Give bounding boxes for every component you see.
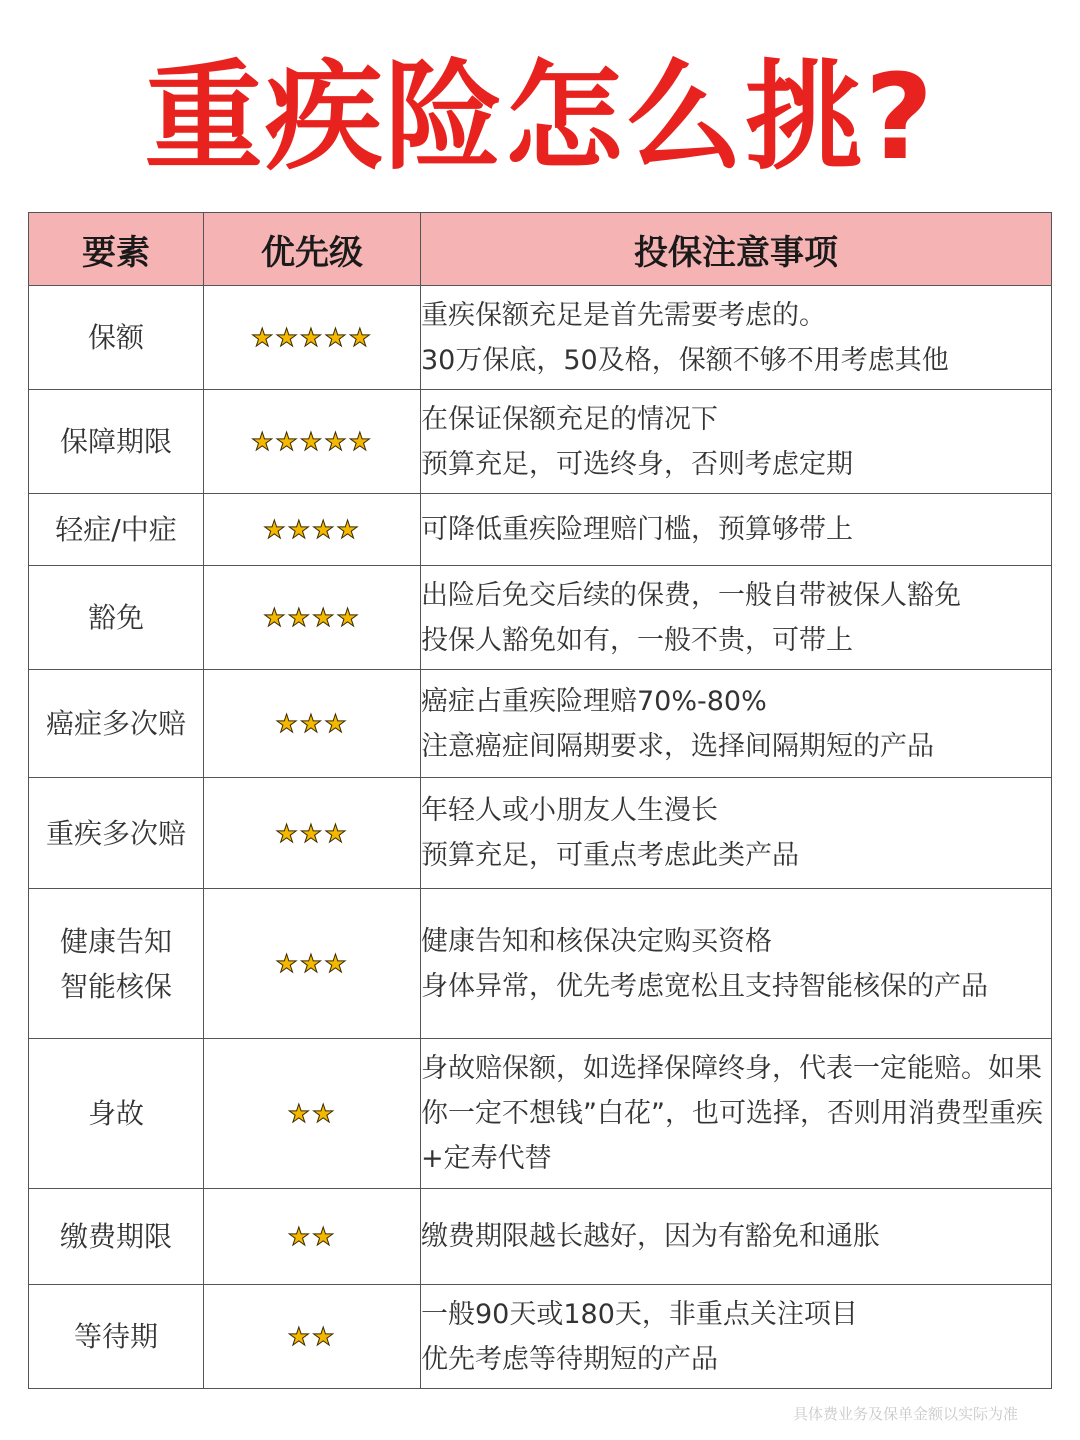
star-icon: ★	[250, 323, 276, 352]
factor-cell	[29, 670, 204, 778]
notes-cell	[421, 286, 1052, 390]
factor-label: 重疾多次赔	[45, 816, 186, 850]
table-body	[29, 286, 1052, 1389]
factor-label: 身故	[87, 1097, 144, 1130]
notes-cell	[421, 566, 1052, 670]
factor-cell	[29, 494, 204, 566]
factor-cell	[29, 286, 204, 390]
note-line: 癌症占重疾险理赔70%-80%	[421, 685, 767, 717]
star-icon: ★	[287, 1099, 312, 1128]
table-row	[29, 889, 1052, 1039]
star-icon: ★	[312, 1099, 337, 1128]
star-icon: ★	[275, 949, 300, 978]
header-priority: 优先级	[204, 213, 421, 286]
factor-cell	[29, 889, 204, 1039]
star-icon: ★	[275, 818, 300, 848]
table-row	[29, 566, 1052, 670]
header-notes: 投保注意事项	[421, 213, 1052, 286]
note-line: 年轻人或小朋友人生漫长	[421, 795, 718, 826]
note-line: 一般90天或180天，非重点关注项目	[421, 1298, 858, 1330]
priority-stars	[204, 778, 421, 889]
star-icon: ★	[324, 818, 349, 848]
table-row	[29, 778, 1052, 889]
note-line: 可降低重疾险理赔门槛，预算够带上	[421, 514, 853, 545]
table-row	[29, 1285, 1052, 1389]
note-line: 预算充足，可选终身，否则考虑定期	[421, 448, 853, 480]
star-icon: ★	[324, 323, 349, 352]
star-icon: ★	[299, 818, 325, 848]
notes-cell	[421, 1189, 1052, 1285]
note-line: 注意癌症间隔期要求，选择间隔期短的产品	[421, 730, 934, 762]
star-icon: ★	[287, 603, 312, 632]
factor-label: 保额	[87, 321, 144, 354]
note-line: 出险后免交后续的保费，一般自带被保人豁免	[421, 579, 961, 611]
factor-label: 保障期限	[59, 425, 172, 458]
notes-cell	[421, 778, 1052, 889]
table-row	[29, 1189, 1052, 1285]
star-icon: ★	[299, 949, 325, 978]
table-header-row	[29, 213, 1052, 286]
factor-label-line: 智能核保	[59, 969, 172, 1003]
notes-cell	[421, 1039, 1052, 1189]
factor-cell	[29, 390, 204, 494]
star-icon: ★	[324, 709, 349, 738]
note-line: 缴费期限越长越好，因为有豁免和通胀	[421, 1221, 880, 1252]
priority-stars	[204, 494, 421, 566]
comparison-table	[28, 212, 1052, 1389]
factor-cell	[29, 1039, 204, 1189]
factor-label-line: 健康告知	[59, 924, 172, 958]
star-icon: ★	[312, 1222, 337, 1251]
notes-cell	[421, 670, 1052, 778]
factor-label: 缴费期限	[59, 1220, 172, 1253]
factor-label: 等待期	[73, 1320, 158, 1353]
header-factor: 要素	[29, 213, 204, 286]
star-icon: ★	[287, 1322, 312, 1351]
star-icon: ★	[275, 709, 300, 738]
note-line: 预算充足，可重点考虑此类产品	[421, 840, 799, 871]
star-icon: ★	[348, 427, 374, 456]
factor-cell	[29, 566, 204, 670]
star-icon: ★	[287, 515, 312, 544]
star-icon: ★	[263, 515, 288, 544]
notes-cell	[421, 1285, 1052, 1389]
notes-cell	[421, 494, 1052, 566]
note-line: 身体异常，优先考虑宽松且支持智能核保的产品	[421, 970, 988, 1002]
factor-label: 豁免	[87, 601, 144, 634]
notes-cell	[421, 390, 1052, 494]
factor-cell	[29, 1189, 204, 1285]
star-icon: ★	[324, 427, 349, 456]
star-icon: ★	[299, 427, 325, 456]
note-line: 重疾保额充足是首先需要考虑的。	[421, 299, 826, 331]
star-icon: ★	[299, 323, 325, 352]
note-line: 在保证保额充足的情况下	[421, 403, 718, 435]
footnote: 具体费业务及保单金额以实际为准	[792, 1405, 1018, 1423]
star-icon: ★	[263, 603, 288, 632]
priority-stars	[204, 1189, 421, 1285]
star-icon: ★	[287, 1222, 312, 1251]
table-row	[29, 286, 1052, 390]
star-icon: ★	[275, 323, 300, 352]
star-icon: ★	[299, 709, 325, 738]
star-icon: ★	[336, 515, 361, 544]
table-row	[29, 494, 1052, 566]
factor-label: 轻症/中症	[55, 513, 177, 546]
page-title: 重疾险怎么挑?	[144, 48, 936, 186]
table-row	[29, 670, 1052, 778]
factor-cell	[29, 778, 204, 889]
star-icon: ★	[312, 515, 337, 544]
table-row	[29, 390, 1052, 494]
star-icon: ★	[324, 949, 349, 978]
note-line: 身故赔保额，如选择保障终身，代表一定能赔。如果你一定不想钱”白花”，也可选择，否则用消费型重疾+定寿代替	[421, 1053, 1043, 1174]
priority-stars	[204, 1039, 421, 1189]
notes-cell	[421, 889, 1052, 1039]
star-icon: ★	[275, 427, 300, 456]
note-line: 投保人豁免如有，一般不贵，可带上	[421, 624, 853, 656]
note-line: 健康告知和核保决定购买资格	[421, 925, 772, 957]
priority-stars	[204, 566, 421, 670]
star-icon: ★	[312, 603, 337, 632]
table-row	[29, 1039, 1052, 1189]
star-icon: ★	[250, 427, 276, 456]
star-icon: ★	[336, 603, 361, 632]
note-line: 30万保底，50及格，保额不够不用考虑其他	[421, 344, 949, 376]
note-line: 优先考虑等待期短的产品	[421, 1343, 718, 1375]
priority-stars	[204, 1285, 421, 1389]
priority-stars	[204, 889, 421, 1039]
star-icon: ★	[312, 1322, 337, 1351]
star-icon: ★	[348, 323, 374, 352]
priority-stars	[204, 670, 421, 778]
priority-stars	[204, 390, 421, 494]
priority-stars	[204, 286, 421, 390]
factor-cell	[29, 1285, 204, 1389]
factor-label: 癌症多次赔	[45, 707, 186, 740]
